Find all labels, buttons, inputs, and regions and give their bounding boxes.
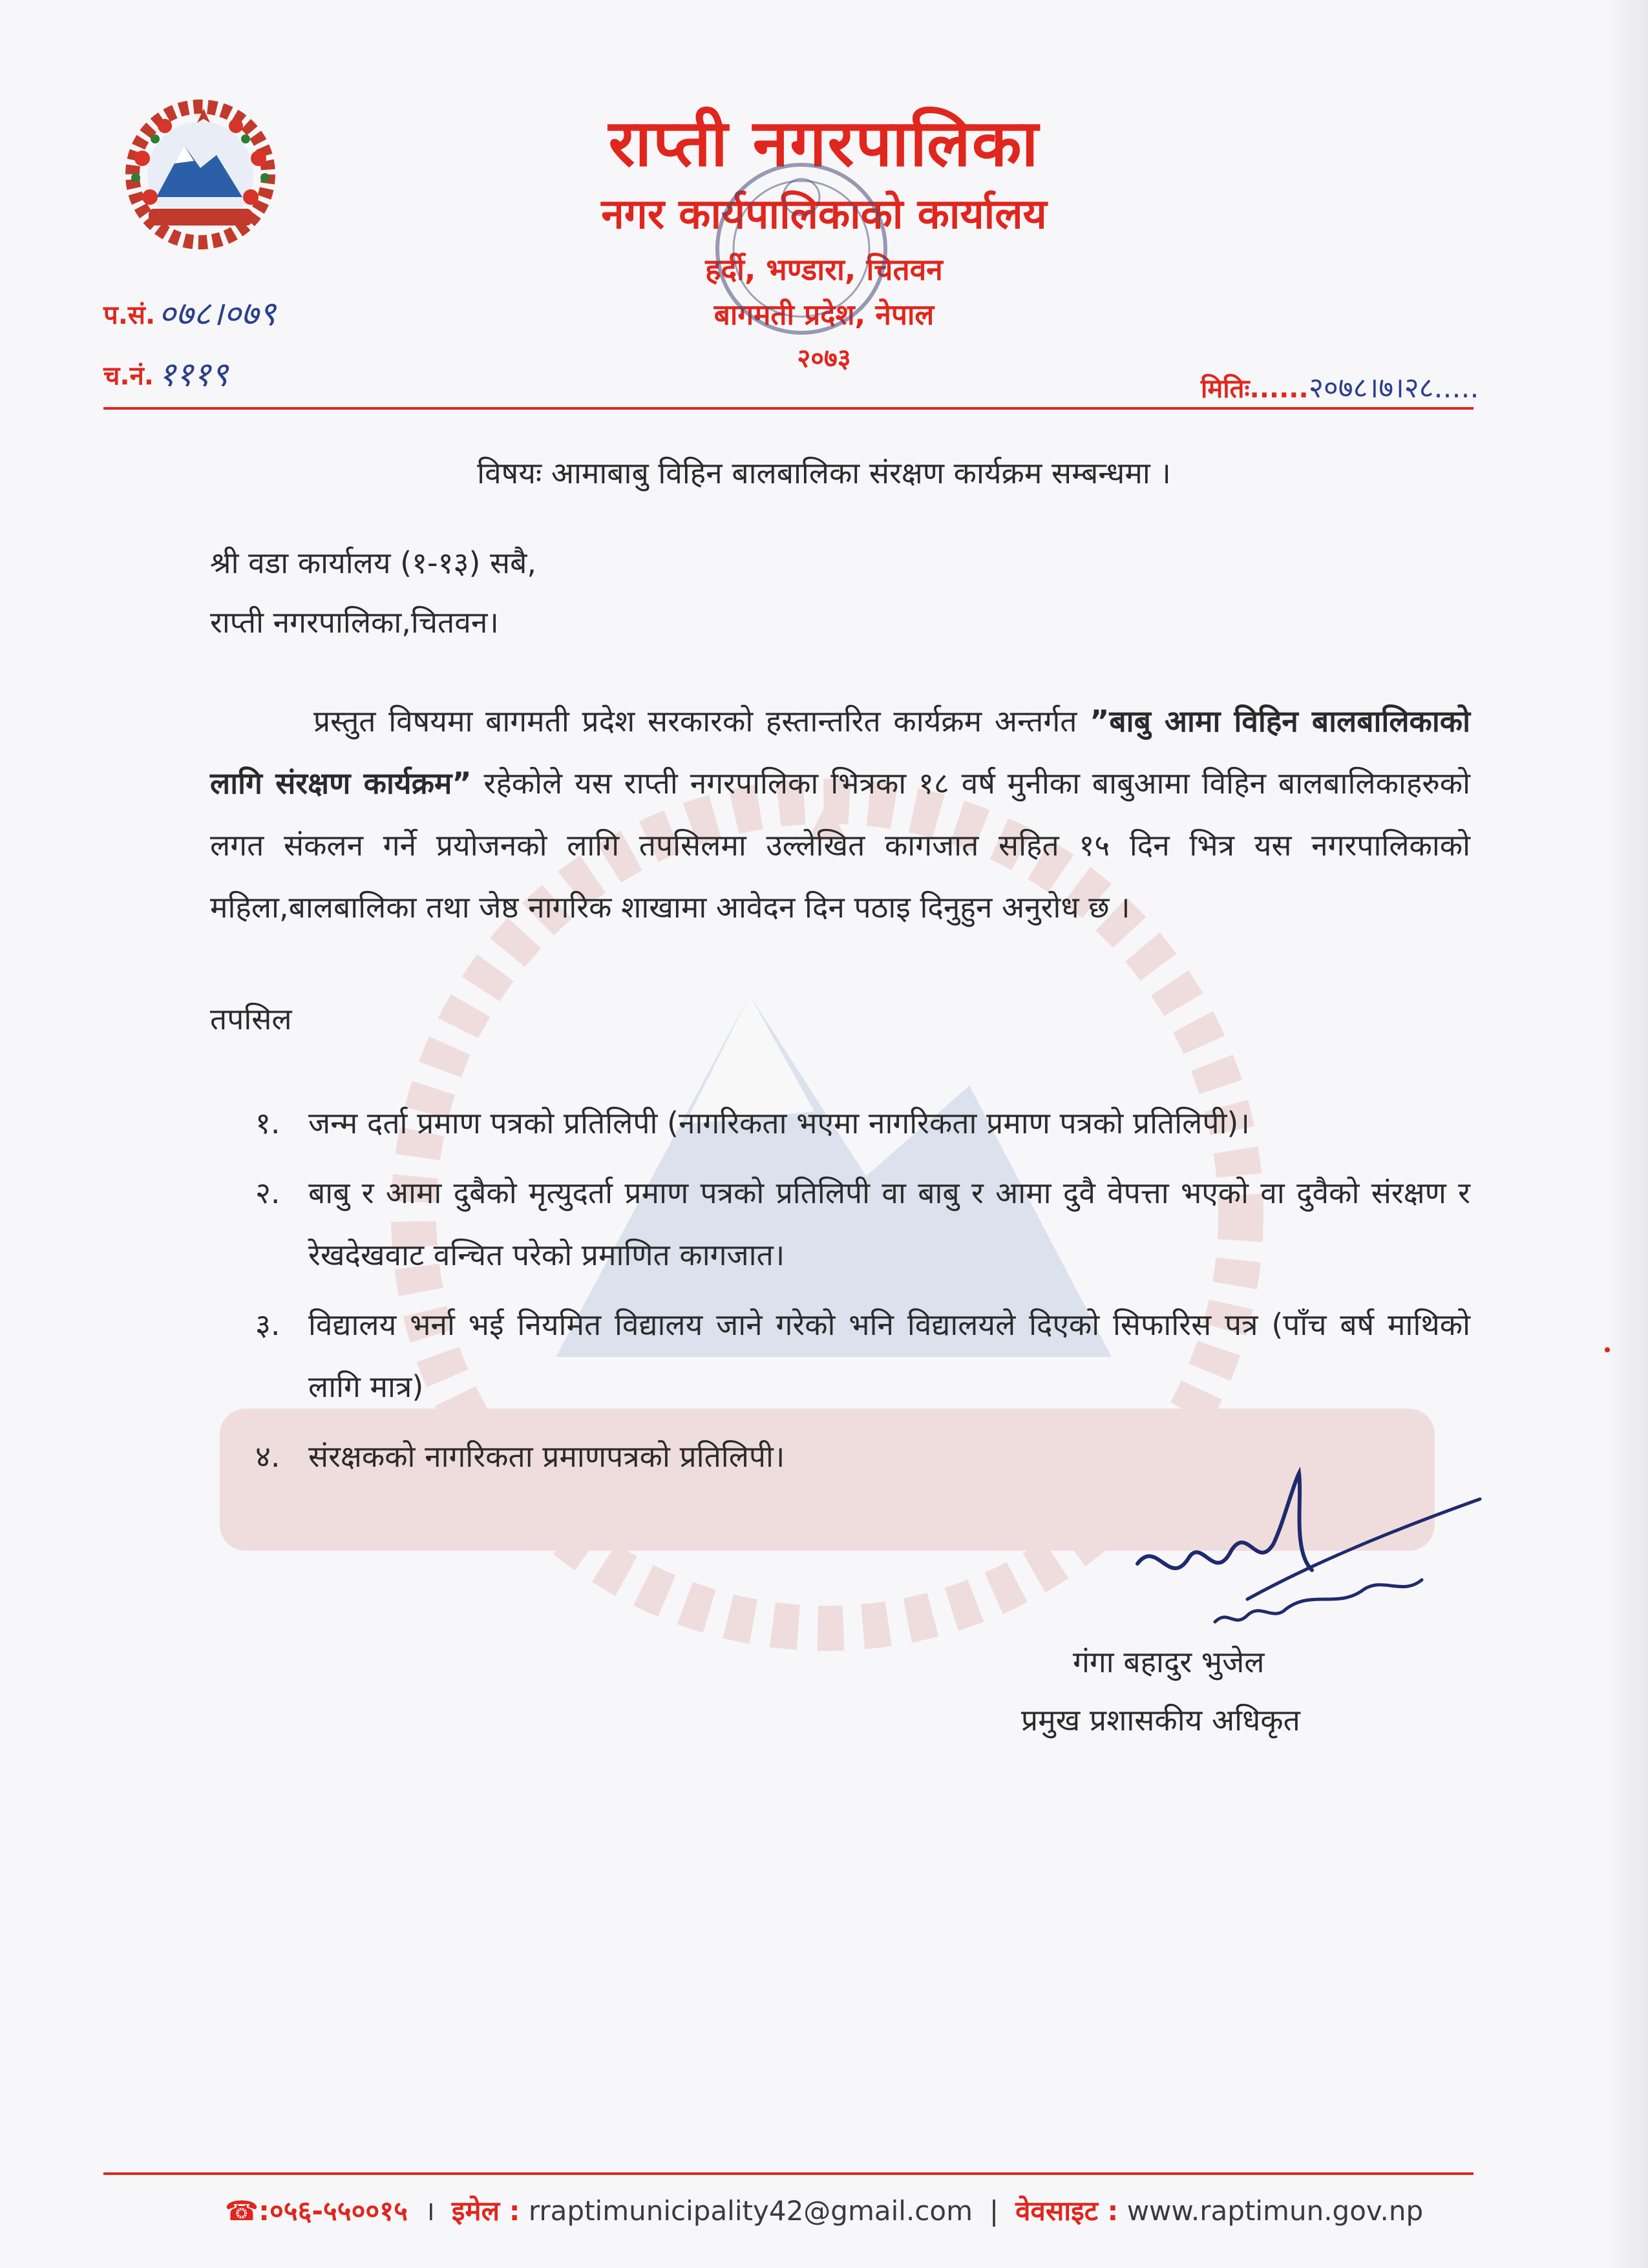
address-line-1: हर्दी, भण्डारा, चितवन (705, 252, 943, 287)
org-name: राप्ती नगरपालिका (608, 105, 1040, 181)
footer-email[interactable]: rraptimunicipality42@gmail.com (528, 2195, 973, 2227)
body-part-2: रहेकोले यस राप्ती नगरपालिका भित्रका १८ वर्ष मुनीका बाबुआमा विहिन बालबालिकाहरुको लगत संकलन गर्ने प्रयोजनको लागि तपसिलमा उल्लेखित कागजात सहित १५ दिन भित्र यस नगरपालिकाको महिला,बालबालिका तथा जेष्ठ नागरिक शाखामा आवेदन दिन पठाइ दिनुहुन अनुरोध छ । (210, 766, 1470, 925)
handwritten-signature (1118, 1460, 1493, 1654)
footer-website-label: वेवसाइट : (1015, 2195, 1119, 2227)
footer-email-label: इमेल : (451, 2195, 520, 2227)
date-label: मितिः...... (1201, 374, 1309, 404)
body-paragraph (210, 690, 1470, 938)
footer-website[interactable]: www.raptimun.gov.np (1126, 2195, 1424, 2227)
signatory-title: प्रमुख प्रशासकीय अधिकृत (1021, 1703, 1300, 1738)
footer-separator: | (989, 2195, 999, 2227)
cn-label: च.नं. (103, 361, 154, 391)
subject-line: विषयः आमाबाबु विहिन बालबालिका संरक्षण कार्यक्रम सम्बन्धमा । (477, 456, 1171, 490)
footer-phone: ☎:०५६-५५००१५ (224, 2195, 408, 2227)
footer-separator: । (424, 2195, 435, 2227)
list-item-text: संरक्षकको नागरिकता प्रमाणपत्रको प्रतिलिपी। (308, 1439, 785, 1474)
list-item-number: १. (255, 1106, 280, 1140)
header-rule (103, 407, 1474, 410)
document-list (255, 1092, 1470, 1495)
address-line-2: बागमती प्रदेश, नेपाल (713, 299, 935, 331)
list-item-text: बाबु र आमा दुबैको मृत्युदर्ता प्रमाण पत्रको प्रतिलिपी वा बाबु र आमा दुवै वेपत्ता भएको वा दुवैको संरक्षण र रेखदेखवाट वन्चित परेको प्रमाणित कागजात। (308, 1175, 1470, 1272)
list-item-number: ३. (255, 1307, 280, 1342)
cn-value: १११९ (158, 355, 229, 394)
recipient-line-1: श्री वडा कार्यालय (१-१३) सबै, (210, 545, 537, 580)
footer-rule (103, 2172, 1474, 2175)
margin-mark (1605, 1347, 1610, 1352)
list-item-text: जन्म दर्ता प्रमाण पत्रको प्रतिलिपी (नागरिकता भएमा नागरिकता प्रमाण पत्रको प्रतिलिपी)। (308, 1106, 1250, 1140)
body-program-name: ”बाबु आमा विहिन बालबालिकाको लागि संरक्षण कार्यक्रम” (210, 704, 1471, 801)
office-name: नगर कार्यपालिकाको कार्यालय (601, 191, 1047, 238)
list-item-number: ४. (255, 1439, 280, 1474)
tapasil-heading: तपसिल (210, 1002, 292, 1036)
list-item (255, 1162, 1470, 1286)
established-year: २०७३ (797, 344, 851, 373)
list-item (255, 1092, 1470, 1154)
office-stamp (704, 145, 898, 352)
ps-value: ०७८।०७९ (158, 295, 276, 333)
date-value: २०७८।७।२८..... (1309, 372, 1479, 404)
recipient-block (210, 533, 536, 652)
footer-contact (0, 2192, 1648, 2229)
ps-label: प.सं. (103, 300, 156, 330)
list-item-text: विद्यालय भर्ना भई नियमित विद्यालय जाने गरेको भनि विद्यालयले दिएको सिफारिस पत्र (पाँच बर्ष माथिको लागि मात्र) (308, 1307, 1470, 1404)
list-item (255, 1294, 1470, 1418)
signatory-name: गंगा बहादुर भुजेल (1073, 1644, 1265, 1679)
body-part-1: प्रस्तुत विषयमा बागमती प्रदेश सरकारको हस्तान्तरित कार्यक्रम अन्तर्गत (313, 704, 1090, 739)
recipient-line-2: राप्ती नगरपालिका,चितवन। (210, 605, 499, 640)
list-item-number: २. (255, 1175, 280, 1210)
